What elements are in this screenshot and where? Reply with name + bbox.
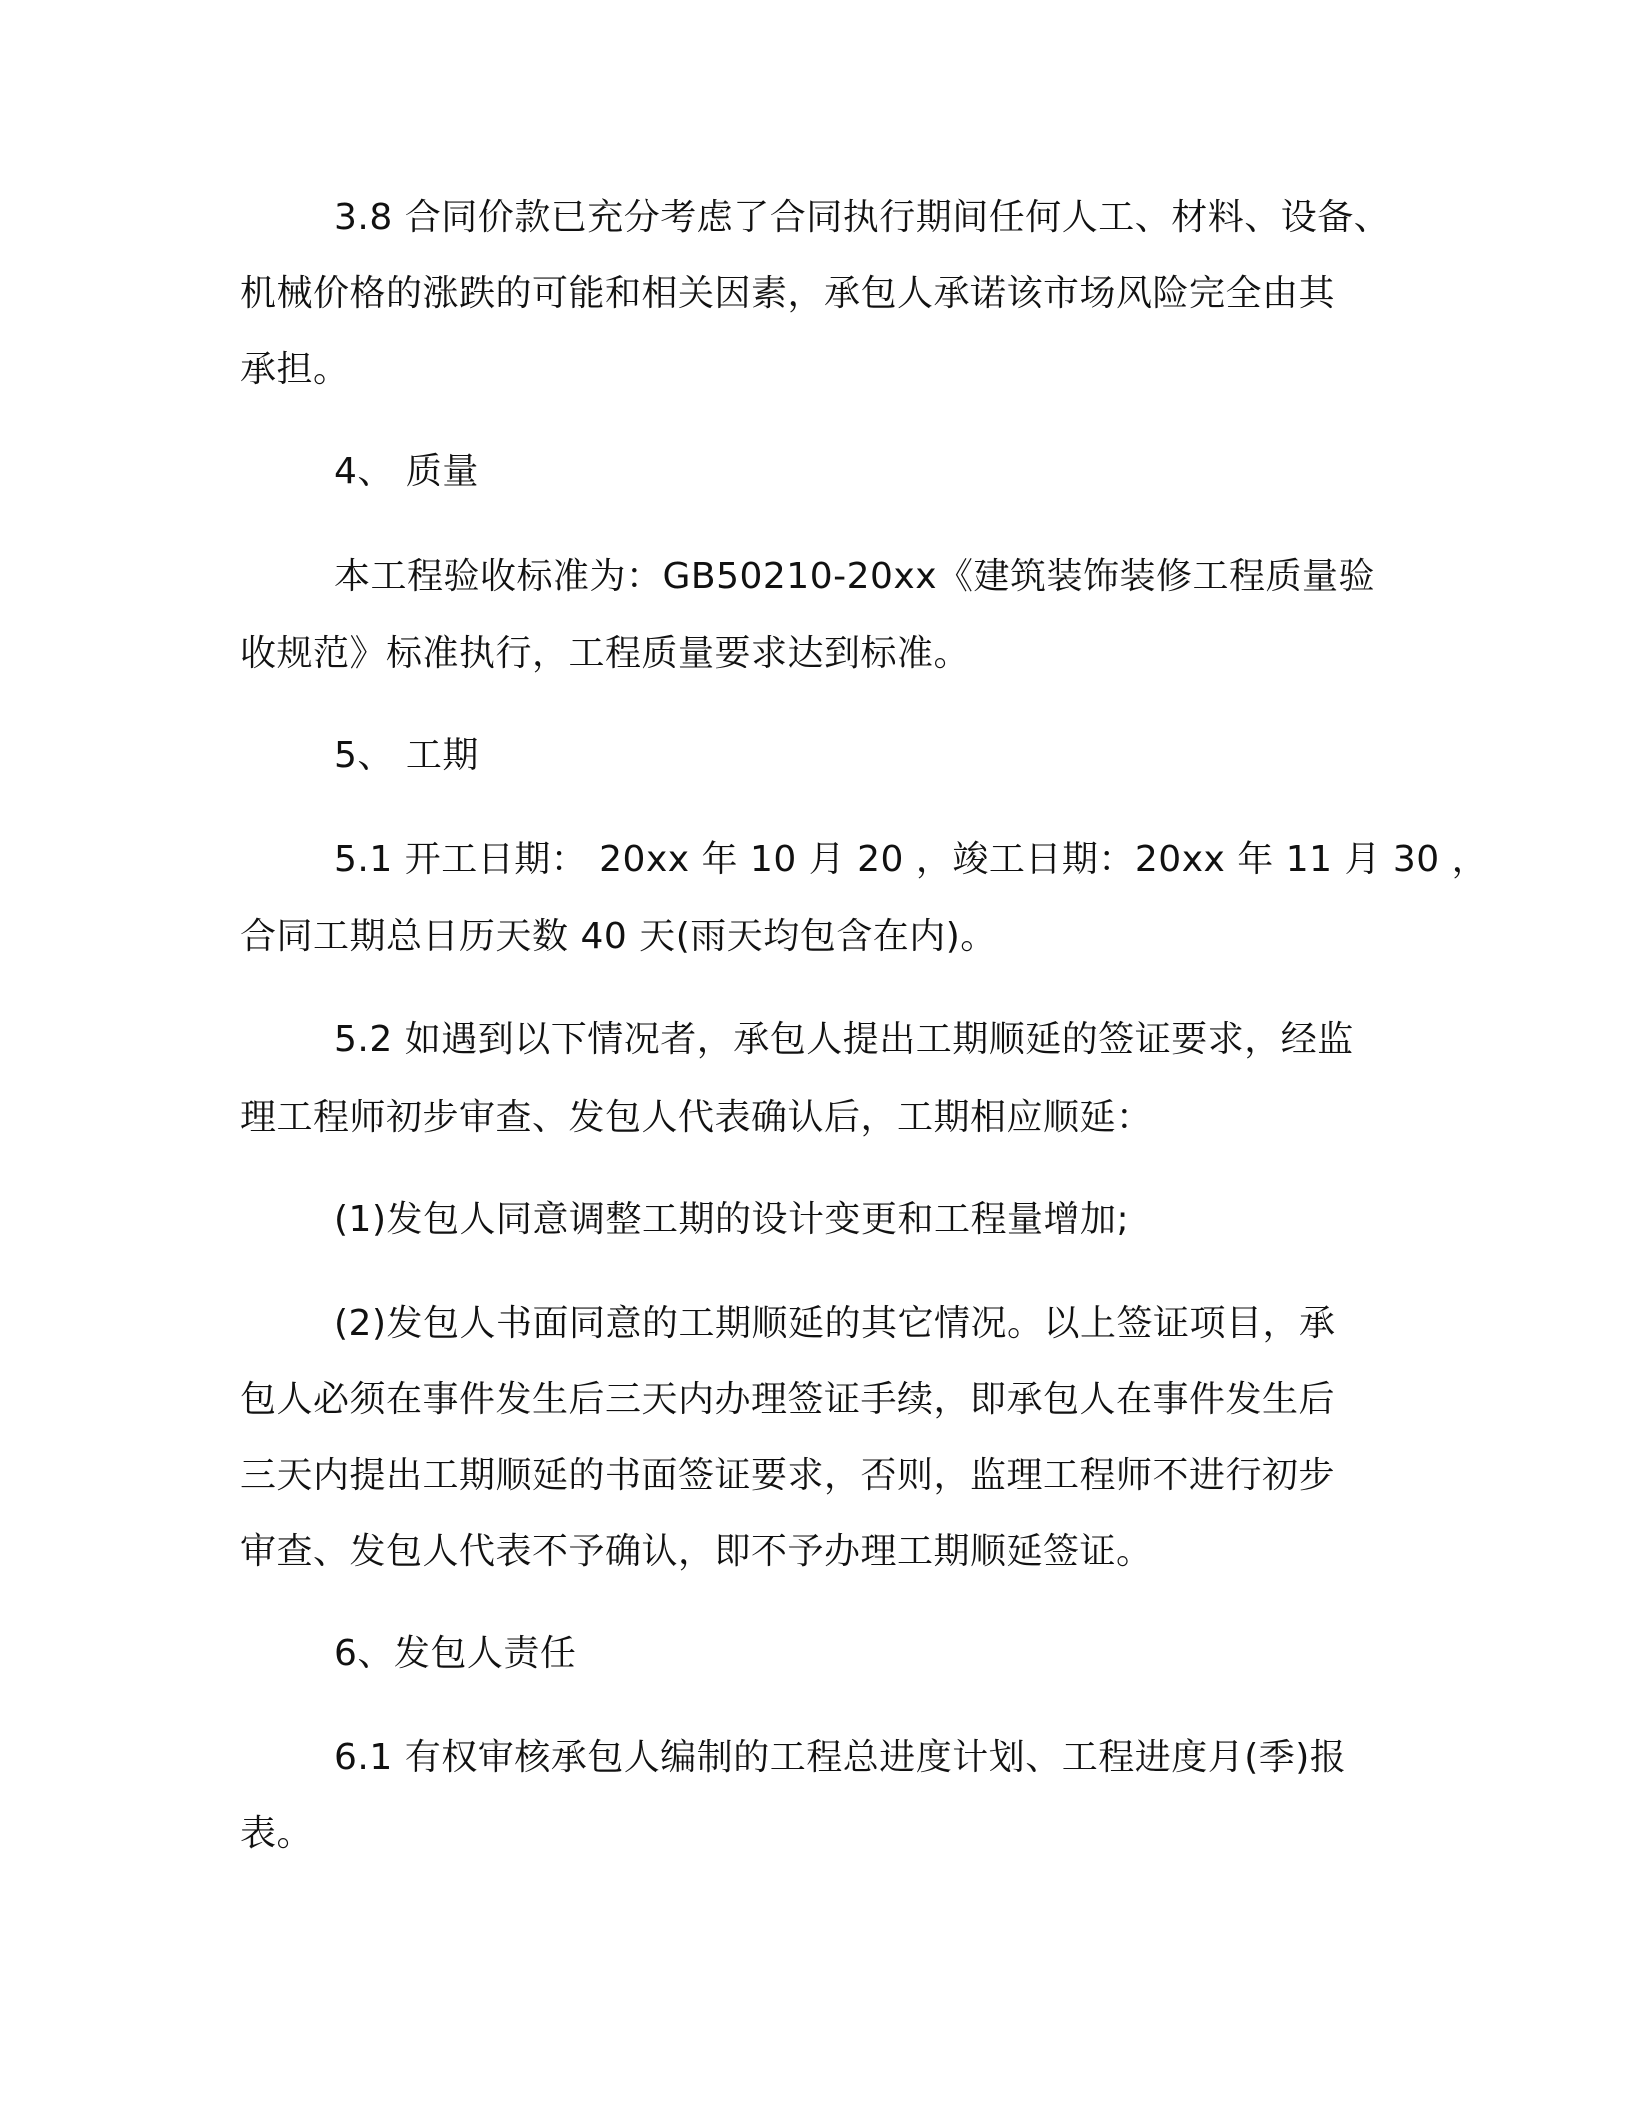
paragraph-item-2-line-3: 三天内提出工期顺延的书面签证要求，否则，监理工程师不进行初步: [240, 1455, 1336, 1496]
paragraph-5-1-line-2: 合同工期总日历天数 40 天(雨天均包含在内)。: [240, 916, 997, 957]
paragraph-quality-line-1: 本工程验收标准为：GB50210-20xx《建筑装饰装修工程质量验: [334, 556, 1376, 597]
paragraph-3-8-line-2: 机械价格的涨跌的可能和相关因素，承包人承诺该市场风险完全由其: [240, 273, 1336, 314]
paragraph-item-2-line-1: (2)发包人书面同意的工期顺延的其它情况。以上签证项目，承: [334, 1303, 1336, 1344]
paragraph-item-2-line-2: 包人必须在事件发生后三天内办理签证手续，即承包人在事件发生后: [240, 1379, 1336, 1420]
section-heading-quality: 4、 质量: [334, 451, 479, 492]
section-heading-employer-duties: 6、发包人责任: [334, 1633, 577, 1674]
paragraph-5-2-line-1: 5.2 如遇到以下情况者，承包人提出工期顺延的签证要求，经监: [334, 1019, 1354, 1060]
paragraph-5-2-line-2: 理工程师初步审查、发包人代表确认后，工期相应顺延：: [240, 1097, 1153, 1138]
paragraph-5-1-line-1: 5.1 开工日期： 20xx 年 10 月 20 ，竣工日期：20xx 年 11 月 30 ，: [334, 839, 1489, 880]
paragraph-item-2-line-4: 审查、发包人代表不予确认，即不予办理工期顺延签证。: [240, 1531, 1153, 1572]
paragraph-6-1-line-1: 6.1 有权审核承包人编制的工程总进度计划、工程进度月(季)报: [334, 1737, 1347, 1778]
paragraph-3-8-line-3: 承担。: [240, 349, 350, 390]
paragraph-6-1-line-2: 表。: [240, 1813, 314, 1854]
section-heading-schedule: 5、 工期: [334, 735, 479, 776]
paragraph-3-8-line-1: 3.8 合同价款已充分考虑了合同执行期间任何人工、材料、设备、: [334, 197, 1391, 238]
paragraph-item-1: (1)发包人同意调整工期的设计变更和工程量增加;: [334, 1199, 1130, 1240]
paragraph-quality-line-2: 收规范》标准执行，工程质量要求达到标准。: [240, 633, 971, 674]
